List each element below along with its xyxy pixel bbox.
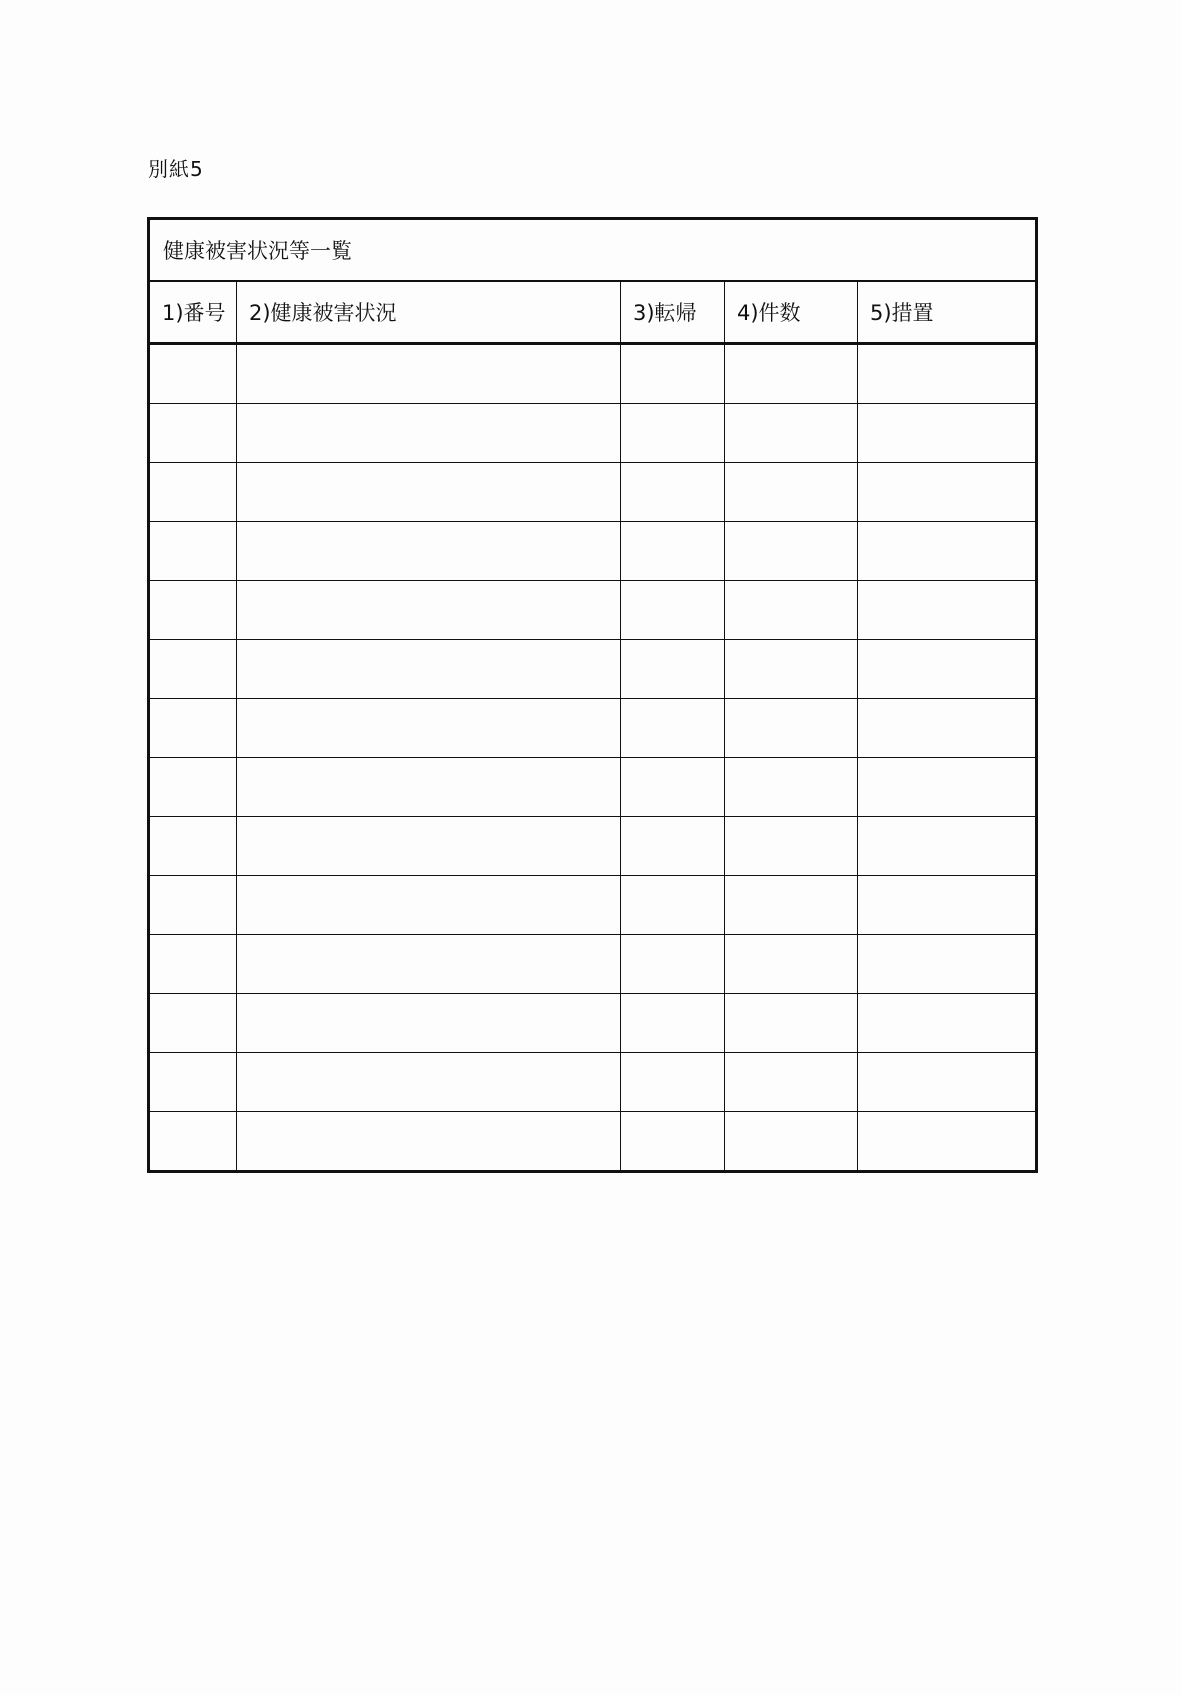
table-row [149,994,1037,1053]
cell-count[interactable] [725,935,858,994]
cell-number[interactable] [149,935,237,994]
cell-count[interactable] [725,1112,858,1172]
cell-health-damage[interactable] [237,817,621,876]
cell-health-damage[interactable] [237,404,621,463]
cell-count[interactable] [725,640,858,699]
cell-outcome[interactable] [621,463,725,522]
cell-measures[interactable] [858,935,1037,994]
cell-count[interactable] [725,817,858,876]
table-row [149,1112,1037,1172]
cell-count[interactable] [725,699,858,758]
table-row [149,817,1037,876]
cell-health-damage[interactable] [237,876,621,935]
cell-measures[interactable] [858,640,1037,699]
cell-count[interactable] [725,344,858,404]
document-label: 別紙5 [148,157,204,181]
cell-number[interactable] [149,876,237,935]
table-row [149,344,1037,404]
cell-outcome[interactable] [621,522,725,581]
cell-health-damage[interactable] [237,463,621,522]
table-title: 健康被害状況等一覧 [149,219,1037,282]
cell-measures[interactable] [858,758,1037,817]
cell-number[interactable] [149,699,237,758]
cell-measures[interactable] [858,404,1037,463]
cell-health-damage[interactable] [237,522,621,581]
cell-outcome[interactable] [621,344,725,404]
column-header-count: 4)件数 [725,281,858,344]
cell-measures[interactable] [858,522,1037,581]
cell-health-damage[interactable] [237,1112,621,1172]
cell-measures[interactable] [858,581,1037,640]
cell-number[interactable] [149,522,237,581]
cell-measures[interactable] [858,994,1037,1053]
table-row [149,1053,1037,1112]
cell-number[interactable] [149,1053,237,1112]
cell-number[interactable] [149,404,237,463]
cell-health-damage[interactable] [237,1053,621,1112]
cell-outcome[interactable] [621,817,725,876]
cell-number[interactable] [149,344,237,404]
table-row [149,522,1037,581]
cell-outcome[interactable] [621,699,725,758]
cell-count[interactable] [725,581,858,640]
table-row [149,758,1037,817]
cell-outcome[interactable] [621,935,725,994]
cell-number[interactable] [149,758,237,817]
cell-outcome[interactable] [621,758,725,817]
cell-number[interactable] [149,640,237,699]
cell-health-damage[interactable] [237,935,621,994]
table-row [149,404,1037,463]
table-row [149,581,1037,640]
table-row [149,876,1037,935]
table-row [149,463,1037,522]
cell-number[interactable] [149,1112,237,1172]
cell-count[interactable] [725,1053,858,1112]
cell-outcome[interactable] [621,1112,725,1172]
cell-count[interactable] [725,876,858,935]
cell-number[interactable] [149,817,237,876]
cell-count[interactable] [725,404,858,463]
cell-outcome[interactable] [621,581,725,640]
cell-measures[interactable] [858,344,1037,404]
cell-outcome[interactable] [621,404,725,463]
cell-count[interactable] [725,758,858,817]
cell-health-damage[interactable] [237,581,621,640]
cell-measures[interactable] [858,1112,1037,1172]
cell-outcome[interactable] [621,994,725,1053]
cell-count[interactable] [725,463,858,522]
table-title-row [149,219,1037,282]
column-header-number: 1)番号 [149,281,237,344]
cell-health-damage[interactable] [237,994,621,1053]
column-header-outcome: 3)転帰 [621,281,725,344]
cell-number[interactable] [149,463,237,522]
cell-health-damage[interactable] [237,699,621,758]
health-damage-table [147,217,1038,1173]
cell-number[interactable] [149,581,237,640]
cell-measures[interactable] [858,699,1037,758]
table-row [149,640,1037,699]
cell-outcome[interactable] [621,876,725,935]
cell-measures[interactable] [858,817,1037,876]
cell-count[interactable] [725,522,858,581]
table-row [149,935,1037,994]
cell-outcome[interactable] [621,1053,725,1112]
table-row [149,699,1037,758]
column-header-health-damage: 2)健康被害状況 [237,281,621,344]
column-header-measures: 5)措置 [858,281,1037,344]
cell-count[interactable] [725,994,858,1053]
cell-measures[interactable] [858,876,1037,935]
table-header-row [149,281,1037,344]
cell-health-damage[interactable] [237,758,621,817]
cell-outcome[interactable] [621,640,725,699]
cell-health-damage[interactable] [237,344,621,404]
cell-number[interactable] [149,994,237,1053]
cell-measures[interactable] [858,1053,1037,1112]
cell-measures[interactable] [858,463,1037,522]
cell-health-damage[interactable] [237,640,621,699]
